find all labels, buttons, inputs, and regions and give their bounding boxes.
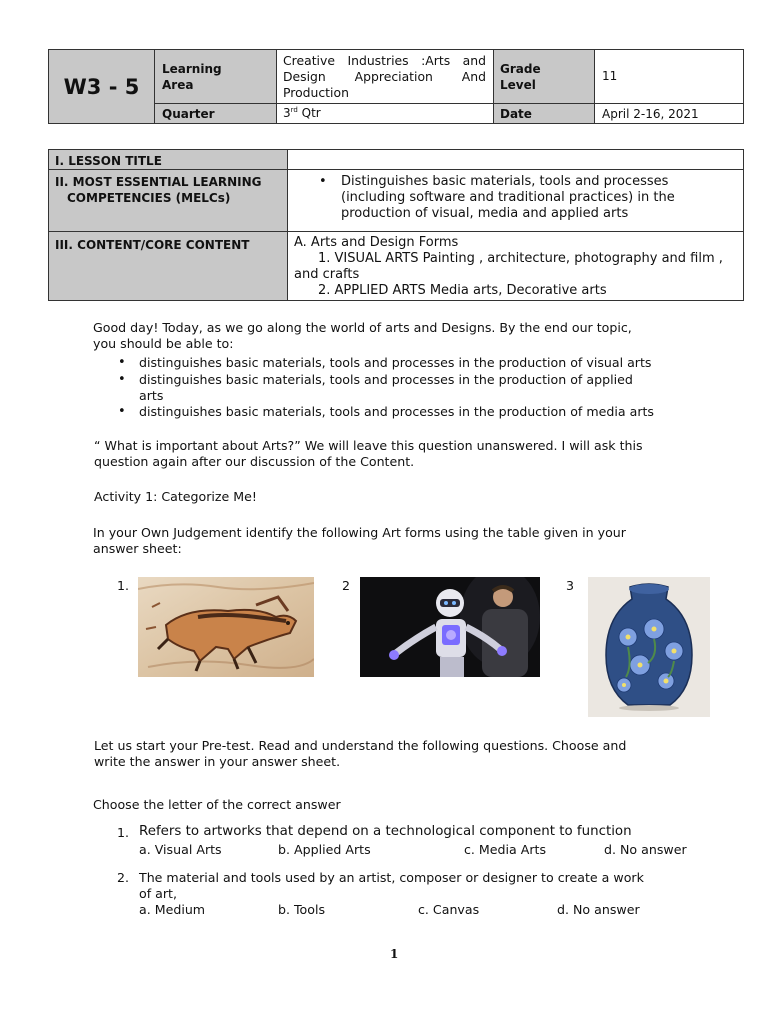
- image-1-number: 1.: [117, 578, 130, 593]
- quarter-label: Quarter: [155, 104, 277, 124]
- week-code: W3 - 5: [63, 74, 140, 99]
- quarter-value: 3rd Qtr: [277, 104, 494, 124]
- question-1-choice-d: d. No answer: [604, 842, 687, 857]
- date-value: April 2-16, 2021: [595, 104, 744, 124]
- lesson-title-value: [288, 150, 744, 170]
- list-item: • distinguishes basic materials, tools and processes in the production of media arts: [118, 404, 654, 419]
- robot-image: [360, 577, 540, 677]
- question-2-choice-b: b. Tools: [278, 902, 326, 917]
- pretest-paragraph: Let us start your Pre-test. Read and understand the following questions. Choose and write the answer in your answer sheet.: [94, 738, 627, 769]
- question-2-number: 2.: [117, 870, 130, 885]
- question-2-choice-d: d. No answer: [557, 902, 640, 917]
- question-1-choice-a: a. Visual Arts: [139, 842, 222, 857]
- lesson-table: [48, 149, 744, 301]
- list-item: • distinguishes basic materials, tools and processes in the production of visual arts: [118, 355, 652, 370]
- grade-level-value: 11: [595, 50, 744, 104]
- cave-painting-image: [138, 577, 314, 677]
- image-2-number: 2: [342, 578, 351, 593]
- melc-bullet: •: [319, 174, 327, 189]
- question-2-text: The material and tools used by an artist, composer or designer to create a work: [139, 870, 644, 885]
- question-1-number: 1.: [117, 825, 130, 840]
- header-table: [48, 49, 744, 124]
- week-code-cell: [49, 50, 155, 124]
- question-1-text: Refers to artworks that depend on a technological component to function: [139, 824, 632, 839]
- question-1-choice-c: c. Media Arts: [464, 842, 547, 857]
- question-1-choice-b: b. Applied Arts: [278, 842, 371, 857]
- pretest-instruction: Choose the letter of the correct answer: [93, 797, 341, 812]
- date-label: Date: [494, 104, 595, 124]
- page-number: 1: [390, 947, 399, 961]
- content-value: A. Arts and Design Forms 1. VISUAL ARTS Painting , architecture, photography and film , and crafts 2. APPLIED ARTS Media arts, Decorative arts: [288, 232, 744, 301]
- vase-image: [588, 577, 710, 717]
- question-2-text-cont: of art,: [139, 886, 177, 901]
- list-item: • distinguishes basic materials, tools and processes in the production of applied: [118, 372, 633, 387]
- question-paragraph: “ What is important about Arts?” We will leave this question unanswered. I will ask this question again after our discussion of the Content.: [94, 438, 643, 469]
- question-2-choice-c: c. Canvas: [418, 902, 480, 917]
- melc-label: II. MOST ESSENTIAL LEARNING COMPETENCIES (MELCs): [49, 170, 288, 232]
- grade-level-label: Grade Level: [494, 50, 595, 104]
- learning-area-value: Creative Industries :Arts and Design Appreciation And Production: [277, 50, 494, 104]
- lesson-title-label: I. LESSON TITLE: [49, 150, 288, 170]
- melc-content: • Distinguishes basic materials, tools and processes (including software and traditional practices) in the production of visual, media and applied arts: [288, 170, 744, 232]
- intro-paragraph: Good day! Today, as we go along the world of arts and Designs. By the end our topic, you should be able to:: [93, 320, 632, 351]
- learning-area-label: Learning Area: [155, 50, 277, 104]
- activity-instructions: In your Own Judgement identify the following Art forms using the table given in your answer sheet:: [93, 525, 626, 556]
- content-label: III. CONTENT/CORE CONTENT: [49, 232, 288, 301]
- question-2-choice-a: a. Medium: [139, 902, 206, 917]
- list-item-continued: arts: [139, 388, 164, 403]
- objectives-list: [118, 355, 718, 420]
- activity-title: Activity 1: Categorize Me!: [94, 489, 257, 504]
- image-3-number: 3: [566, 578, 575, 593]
